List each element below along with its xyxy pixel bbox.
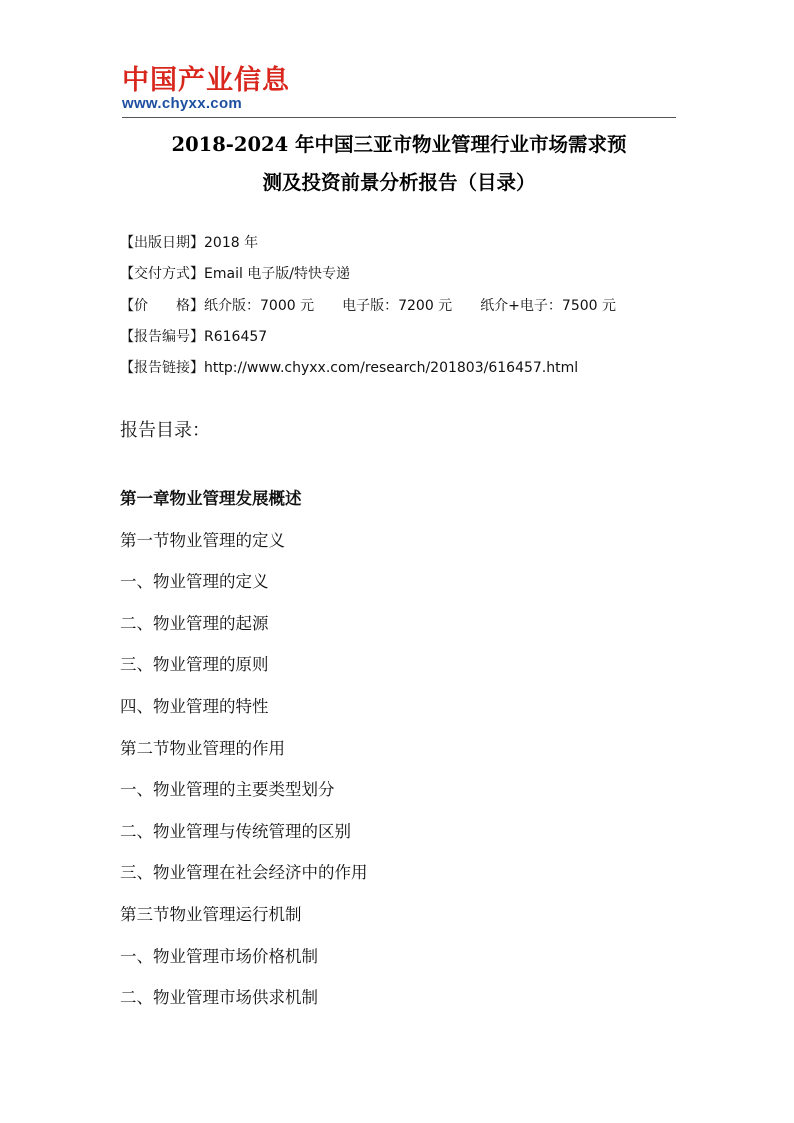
meta-price-label-right: 格】: [176, 297, 204, 314]
toc-item: 一、物业管理的主要类型划分: [120, 780, 335, 800]
toc-heading: 报告目录：: [120, 420, 210, 441]
meta-link: [120, 353, 616, 384]
meta-price-combo: 纸介+电子：7500 元: [480, 297, 616, 314]
header-divider: [122, 117, 676, 118]
meta-price: [120, 291, 616, 322]
meta-link-value[interactable]: http://www.chyxx.com/research/201803/616457.html: [204, 360, 579, 377]
meta-delivery: [120, 259, 616, 290]
meta-date-value: 2018 年: [204, 235, 259, 251]
meta-delivery-label: 【交付方式】: [120, 266, 204, 283]
toc-item: 三、物业管理的原则: [120, 655, 269, 675]
toc-section: 第二节物业管理的作用: [120, 738, 285, 758]
meta-number: [120, 322, 616, 353]
meta-date-label: 【出版日期】: [120, 235, 204, 251]
toc-item: 一、物业管理的定义: [120, 572, 269, 592]
toc-item: 三、物业管理在社会经济中的作用: [120, 863, 368, 883]
meta-date: [120, 228, 616, 259]
report-title-line1: 2018-2024 年中国三亚市物业管理行业市场需求预: [171, 133, 627, 156]
toc-section: 第三节物业管理运行机制: [120, 904, 302, 924]
company-logo: [122, 66, 290, 113]
meta-number-label: 【报告编号】: [120, 328, 204, 345]
meta-number-value: R616457: [204, 328, 268, 345]
meta-delivery-value: Email 电子版/特快专递: [204, 266, 351, 283]
toc-list: [120, 478, 368, 1019]
meta-link-label: 【报告链接】: [120, 360, 204, 377]
toc-item: 二、物业管理与传统管理的区别: [120, 821, 351, 841]
meta-price-label-left: 【价: [120, 297, 148, 314]
logo-name: 中国产业信息: [122, 65, 290, 96]
toc-item: 二、物业管理的起源: [120, 613, 269, 633]
toc-section: 第一节物业管理的定义: [120, 530, 285, 550]
logo-url: www.chyxx.com: [122, 95, 243, 112]
toc-chapter: 第一章物业管理发展概述: [120, 489, 302, 508]
toc-item: 二、物业管理市场供求机制: [120, 988, 318, 1008]
report-title: [122, 126, 676, 202]
meta-price-paper: 纸介版：7000 元: [204, 297, 315, 314]
meta-price-electronic: 电子版：7200 元: [342, 297, 453, 314]
toc-item: 一、物业管理市场价格机制: [120, 946, 318, 966]
report-title-line2: 测及投资前景分析报告（目录）: [262, 171, 536, 194]
toc-item: 四、物业管理的特性: [120, 696, 269, 716]
report-meta: [120, 228, 616, 384]
